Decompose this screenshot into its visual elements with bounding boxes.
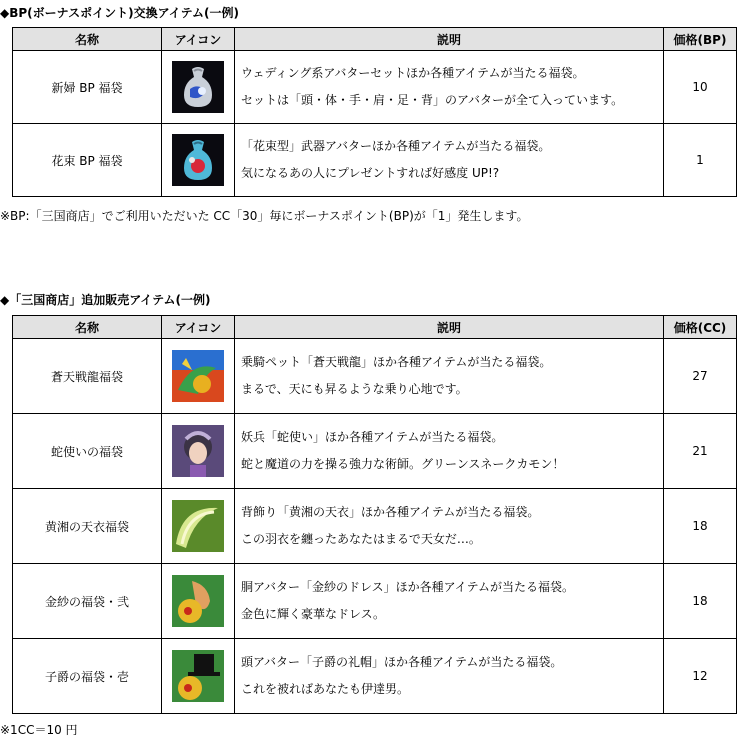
golden-dress-bag-icon bbox=[172, 575, 224, 627]
shop-items-table bbox=[12, 315, 737, 714]
item-description-line1: 乗騎ペット「蒼天戦龍」ほか各種アイテムが当たる福袋。 bbox=[241, 355, 552, 369]
table-header-row bbox=[13, 316, 737, 339]
item-description-line2: セットは「頭・体・手・肩・足・背」のアバターが全て入っています。 bbox=[241, 93, 624, 107]
table-row bbox=[13, 339, 737, 414]
item-name: 新婦 BP 福袋 bbox=[13, 51, 162, 124]
item-name: 子爵の福袋・壱 bbox=[13, 639, 162, 714]
header-icon: アイコン bbox=[162, 28, 235, 51]
header-name: 名称 bbox=[13, 28, 162, 51]
celestial-robe-bag-icon bbox=[172, 500, 224, 552]
item-description-line2: この羽衣を纏ったあなたはまるで天女だ…。 bbox=[241, 532, 481, 546]
item-price: 10 bbox=[664, 51, 737, 124]
item-description-line2: これを被ればあなたも伊達男。 bbox=[241, 682, 410, 696]
dragon-bag-icon bbox=[172, 350, 224, 402]
item-description-line2: 金色に輝く豪華なドレス。 bbox=[241, 607, 386, 621]
item-price: 18 bbox=[664, 489, 737, 564]
item-name: 花束 BP 福袋 bbox=[13, 124, 162, 197]
bp-items-table bbox=[12, 27, 737, 197]
item-price: 1 bbox=[664, 124, 737, 197]
table-row bbox=[13, 639, 737, 714]
section2-title: ◆「三国商店」追加販売アイテム(一例) bbox=[0, 293, 211, 307]
item-price: 21 bbox=[664, 414, 737, 489]
item-description-line1: ウェディング系アバターセットほか各種アイテムが当たる福袋。 bbox=[241, 66, 585, 80]
item-description-line1: 背飾り「黄湘の天衣」ほか各種アイテムが当たる福袋。 bbox=[241, 505, 540, 519]
table-row bbox=[13, 124, 737, 197]
item-name: 蛇使いの福袋 bbox=[13, 414, 162, 489]
item-description-line1: 胴アバター「金紗のドレス」ほか各種アイテムが当たる福袋。 bbox=[241, 580, 575, 594]
item-description-line2: 蛇と魔道の力を操る強力な術師。グリーンスネークカモン！ bbox=[241, 457, 565, 471]
item-name: 黄湘の天衣福袋 bbox=[13, 489, 162, 564]
item-description-line1: 「花束型」武器アバターほか各種アイテムが当たる福袋。 bbox=[241, 139, 551, 153]
header-description: 説明 bbox=[235, 28, 664, 51]
table-row bbox=[13, 564, 737, 639]
item-description-line1: 頭アバター「子爵の礼帽」ほか各種アイテムが当たる福袋。 bbox=[241, 655, 563, 669]
item-price: 18 bbox=[664, 564, 737, 639]
header-name: 名称 bbox=[13, 316, 162, 339]
section1-title: ◆BP(ボーナスポイント)交換アイテム(一例) bbox=[0, 6, 239, 20]
item-price: 12 bbox=[664, 639, 737, 714]
bouquet-bag-icon bbox=[172, 134, 224, 186]
table-header-row bbox=[13, 28, 737, 51]
table-row bbox=[13, 51, 737, 124]
header-icon: アイコン bbox=[162, 316, 235, 339]
bp-note: ※BP:「三国商店」でご利用いただいた CC「30」毎にボーナスポイント(BP)が「1」発生します。 bbox=[0, 209, 529, 223]
item-description-line2: 気になるあの人にプレゼントすれば好感度 UP!? bbox=[241, 166, 500, 180]
snake-charmer-bag-icon bbox=[172, 425, 224, 477]
item-price: 27 bbox=[664, 339, 737, 414]
header-price: 価格(BP) bbox=[664, 28, 737, 51]
header-price: 価格(CC) bbox=[664, 316, 737, 339]
viscount-hat-bag-icon bbox=[172, 650, 224, 702]
item-description-line1: 妖兵「蛇使い」ほか各種アイテムが当たる福袋。 bbox=[241, 430, 504, 444]
table-row bbox=[13, 414, 737, 489]
header-description: 説明 bbox=[235, 316, 664, 339]
item-description-line2: まるで、天にも昇るような乗り心地です。 bbox=[241, 382, 468, 396]
bridal-bag-icon bbox=[172, 61, 224, 113]
item-name: 蒼天戦龍福袋 bbox=[13, 339, 162, 414]
table-row bbox=[13, 489, 737, 564]
cc-note: ※1CC＝10 円 bbox=[0, 723, 78, 737]
item-name: 金紗の福袋・弐 bbox=[13, 564, 162, 639]
